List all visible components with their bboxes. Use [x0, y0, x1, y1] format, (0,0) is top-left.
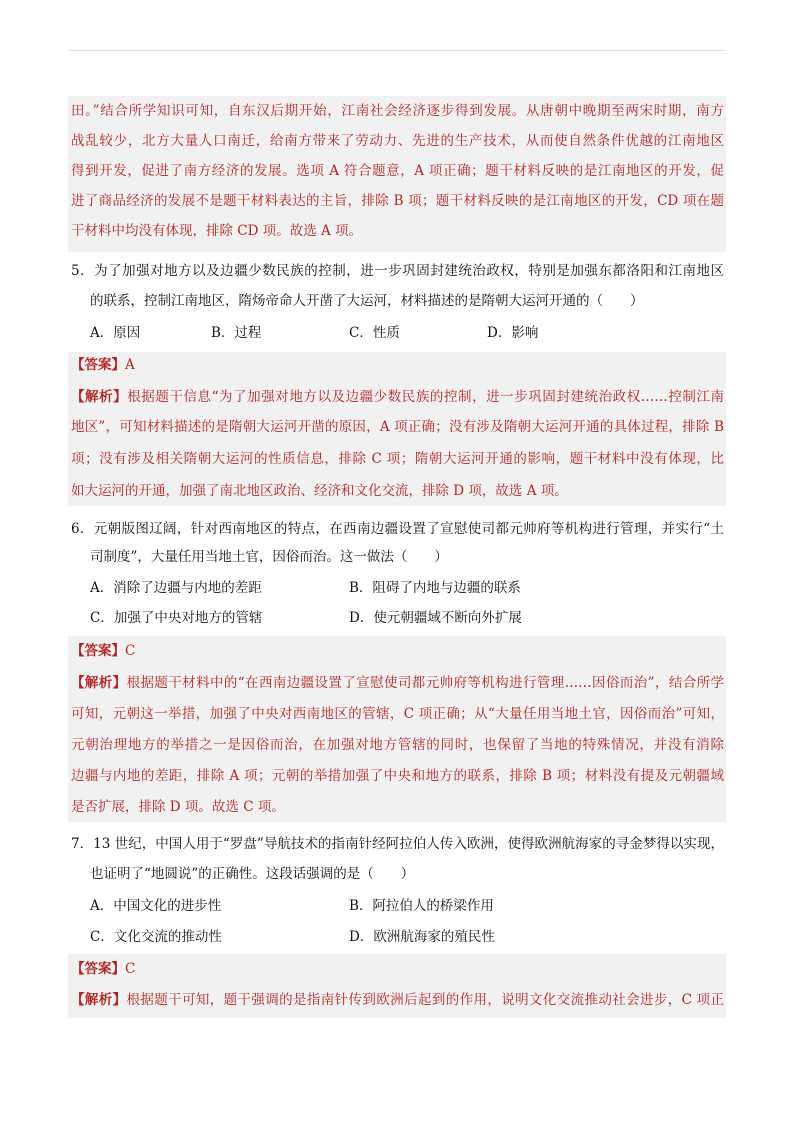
question-7-option-a: A．中国文化的进步性	[90, 898, 222, 914]
question-7-option-c: C．文化交流的推动性	[90, 929, 222, 945]
analysis-line: 如大运河的开通，加强了南北地区政治、经济和文化交流，排除 D 项，故选 A 项。	[71, 483, 568, 499]
analysis-line: 可知，元朝这一举措，加强了中央对西南地区的管辖，C 项正确；从“大量任用当地土官，因俗而治”可知，	[71, 706, 724, 722]
answer-value: C	[125, 643, 136, 659]
analysis-line: 地区”，可知材料描述的是隋朝大运河开凿的原因，A 项正确；没有涉及隋朝大运河开通的具体过程，排除 B	[71, 419, 724, 435]
analysis-line	[68, 985, 726, 1015]
question-5-option-a: A．原因	[90, 325, 141, 341]
analysis-line: 干材料中均没有体现，排除 CD 项。故选 A 项。	[71, 223, 363, 239]
answer-label: 【答案】	[71, 961, 125, 977]
question-6-option-d: D．使元朝疆域不断向外扩展	[349, 610, 522, 626]
answer-line	[68, 954, 726, 984]
question-5-stem-line2: 的联系，控制江南地区，隋炀帝命人开凿了大运河，材料描述的是隋朝大运河开通的（ ）	[90, 293, 644, 309]
question-7-answer-block	[68, 954, 726, 1018]
question-7-option-b: B．阿拉伯人的桥梁作用	[349, 898, 494, 914]
analysis-label: 【解析】	[71, 992, 127, 1008]
answer-label: 【答案】	[71, 643, 125, 659]
question-5-option-c: C．性质	[349, 325, 400, 341]
question-5-stem-line1: 5．为了加强对地方以及边疆少数民族的控制，进一步巩固封建统治政权，特别是加强东都洛阳和江南地区	[71, 263, 724, 279]
question-7-option-d: D．欧洲航海家的殖民性	[349, 929, 495, 945]
question-7-stem-line1: 7．13 世纪，中国人用于“罗盘”导航技术的指南针经阿拉伯人传入欧洲，使得欧洲航海家的寻金梦得以实现，	[71, 836, 724, 852]
analysis-label: 【解析】	[71, 675, 127, 691]
header-divider	[68, 50, 726, 51]
analysis-line: 边疆与内地的差距，排除 A 项；元朝的举措加强了中央和地方的联系，排除 B 项；材料没有提及元朝疆域	[71, 768, 724, 784]
answer-value: A	[125, 357, 135, 373]
question-6-answer-block	[68, 636, 726, 822]
analysis-line: 田。”结合所学知识可知，自东汉后期开始，江南社会经济逐步得到发展。从唐朝中晚期至两宋时期，南方	[71, 103, 724, 119]
analysis-text: 根据题干可知，题干强调的是指南针传到欧洲后起到的作用，说明文化交流推动社会进步，C 项正	[126, 992, 724, 1008]
analysis-line	[68, 668, 726, 698]
analysis-line: 得到开发，促进了南方经济的发展。选项 A 符合题意，A 项正确；题干材料反映的是江南地区的开发，促	[71, 163, 724, 179]
question-6-option-a: A．消除了边疆与内地的差距	[90, 580, 262, 596]
question-6-option-b: B．阻碍了内地与边疆的联系	[349, 580, 521, 596]
previous-analysis-block	[68, 96, 726, 252]
analysis-line: 是否扩展，排除 D 项。故选 C 项。	[71, 799, 285, 815]
analysis-line: 战乱较少，北方大量人口南迁，给南方带来了劳动力、先进的生产技术，从而使自然条件优越的江南地区	[71, 133, 724, 149]
answer-value: C	[125, 961, 136, 977]
answer-line	[68, 636, 726, 666]
analysis-line	[68, 382, 726, 412]
question-6-option-c: C．加强了中央对地方的管辖	[90, 610, 263, 626]
question-5-option-b: B．过程	[211, 325, 262, 341]
question-6-stem-line2: 司制度”，大量任用当地土官，因俗而治。这一做法（ ）	[90, 549, 448, 565]
analysis-line: 项；没有涉及相关隋朝大运河的性质信息，排除 C 项；隋朝大运河开通的影响，题干材料中没有体现，比	[71, 451, 724, 467]
answer-label: 【答案】	[71, 357, 125, 373]
question-7-stem-line2: 也证明了“地圆说”的正确性。这段话强调的是（ ）	[90, 866, 415, 882]
question-6-stem-line1: 6．元朝版图辽阔，针对西南地区的特点，在西南边疆设置了宣慰使司都元帅府等机构进行管理，并实行“土	[71, 521, 724, 537]
question-5-answer-block	[68, 352, 726, 506]
answer-line	[68, 350, 726, 380]
analysis-text: 根据题干信息“为了加强对地方以及边疆少数民族的控制，进一步巩固封建统治政权……控制江南	[127, 389, 724, 405]
analysis-line: 元朝治理地方的举措之一是因俗而治，在加强对地方管辖的同时，也保留了当地的特殊情况，并没有消除	[71, 737, 724, 753]
analysis-text: 根据题干材料中的“在西南边疆设置了宣慰使司都元帅府等机构进行管理……因俗而治”，结合所学	[126, 675, 725, 691]
analysis-line: 进了商品经济的发展不是题干材料表达的主旨，排除 B 项；题干材料反映的是江南地区的开发，CD 项在题	[71, 193, 724, 209]
analysis-label: 【解析】	[71, 389, 128, 405]
question-5-option-d: D．影响	[487, 325, 539, 341]
